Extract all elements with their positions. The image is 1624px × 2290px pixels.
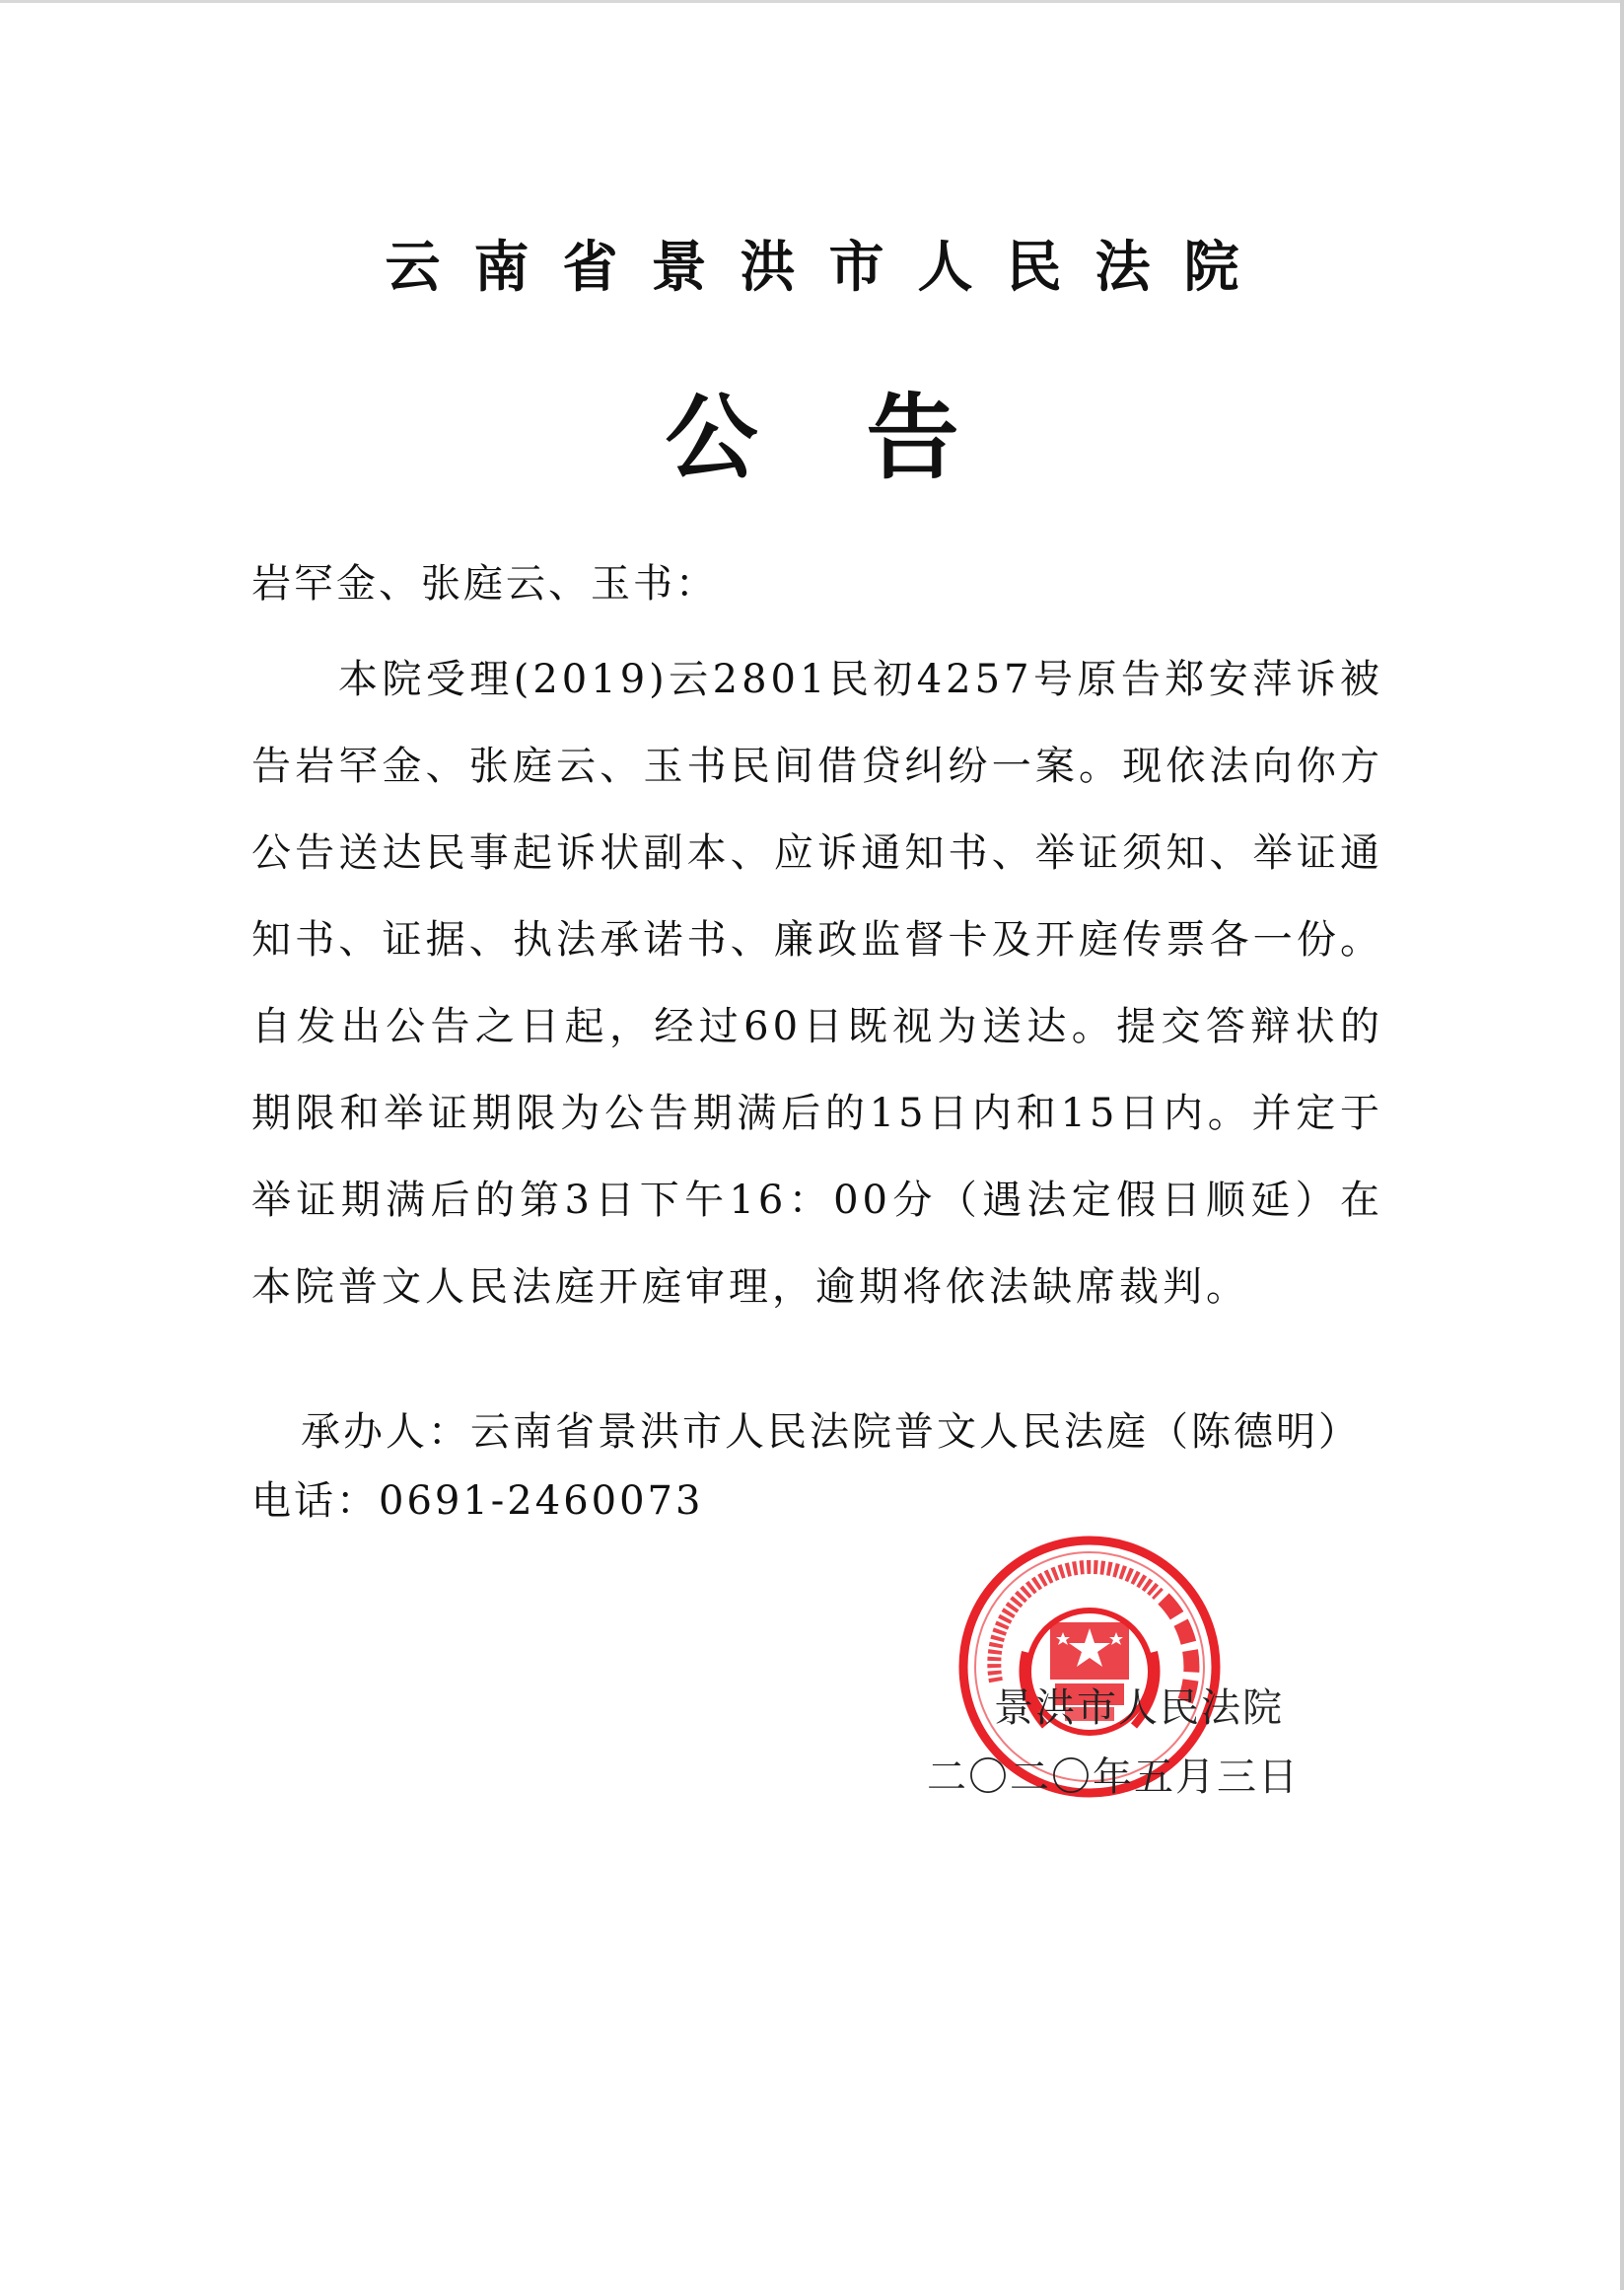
scan-edge-top [0, 0, 1624, 3]
document-title: 公告 [665, 385, 1068, 492]
notice-body-paragraph: 本院受理(2019)云2801民初4257号原告郑安萍诉被告岩罕金、张庭云、玉书民间借贷纠纷一案。现依法向你方公告送达民事起诉状副本、应诉通知书、举证须知、举证通知书、证据、执法承诺书、廉政监督卡及开庭传票各一份。自发出公告之日起，经过60日既视为送达。提交答辩状的期限和举证期限为公告期满后的15日内和15日内。并定于举证期满后的第3日下午16：00分（遇法定假日顺延）在本院普文人民法庭开庭审理，逾期将依法缺席裁判。 [251, 657, 1383, 1310]
court-name-heading: 云南省景洪市人民法院 [385, 236, 1273, 300]
signature-court: 景洪市人民法院 [994, 1685, 1284, 1731]
signature-date: 二〇二〇年五月三日 [927, 1754, 1300, 1800]
phone-line: 电话：0691-2460073 [251, 1478, 704, 1524]
scan-edge-right [1620, 0, 1624, 2290]
addressee-line: 岩罕金、张庭云、玉书： [251, 561, 718, 607]
handler-line: 承办人：云南省景洪市人民法院普文人民法庭（陈德明） [301, 1409, 1361, 1455]
